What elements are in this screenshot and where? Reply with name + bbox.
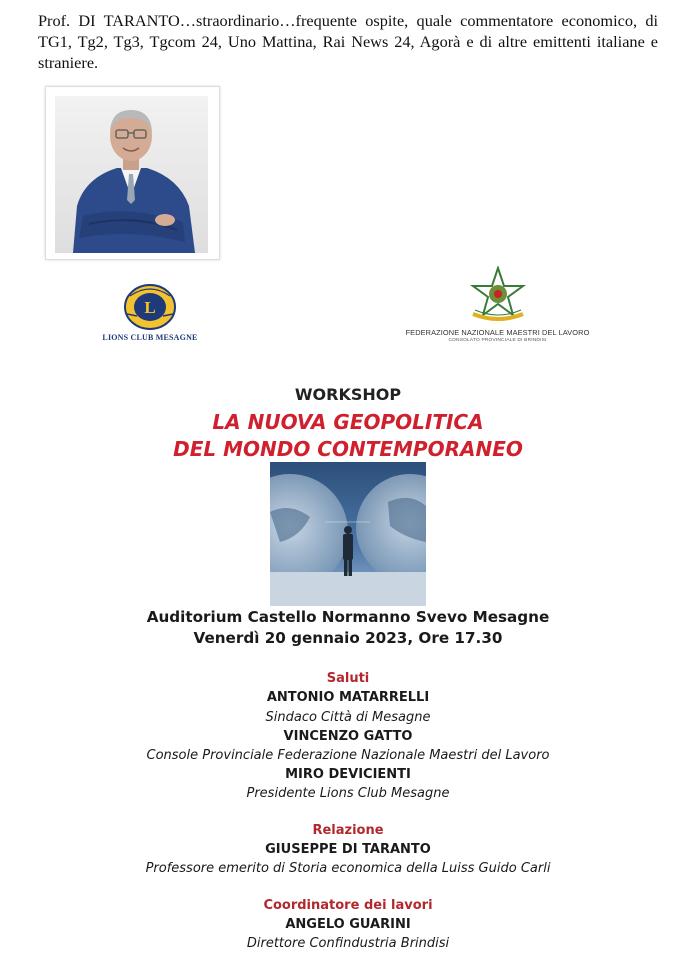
event-title-line2: DEL MONDO CONTEMPORANEO (173, 437, 523, 461)
speaker-name: VINCENZO GATTO (283, 729, 413, 744)
intro-paragraph: Prof. DI TARANTO…straordinario…frequente ospite, quale commentatore economico, di TG1, Tg2, Tg3, Tgcom 24, Uno Mattina, Rai News 24, Agorà e di altre emittenti italiane e straniere. (38, 11, 658, 72)
speaker-role: Sindaco Città di Mesagne (265, 710, 431, 725)
federation-sublabel: CONSOLATO PROVINCIALE DI BRINDISI (448, 338, 547, 343)
talk-speaker-name: GIUSEPPE DI TARANTO (265, 842, 431, 857)
globe-illustration (270, 462, 426, 606)
speaker-role: Presidente Lions Club Mesagne (246, 786, 450, 801)
event-title-line1: LA NUOVA GEOPOLITICA (212, 410, 484, 434)
federation-label: FEDERAZIONE NAZIONALE MAESTRI DEL LAVORO (405, 328, 590, 337)
talk-heading: Relazione (312, 823, 384, 838)
lions-emblem-icon (123, 282, 177, 332)
federation-star-emblem-icon (463, 266, 533, 326)
event-date: Venerdì 20 gennaio 2023, Ore 17.30 (193, 629, 503, 647)
lions-logo (100, 282, 200, 336)
speaker-name: ANTONIO MATARRELLI (266, 690, 430, 705)
greetings-heading: Saluti (326, 671, 370, 686)
lions-club-label: LIONS CLUB MESAGNE (102, 333, 198, 342)
coordinator-role: Direttore Confindustria Brindisi (246, 936, 450, 951)
federation-logo (395, 266, 600, 330)
speaker-photo (45, 86, 220, 260)
coordinator-name: ANGELO GUARINI (285, 917, 411, 932)
workshop-label: WORKSHOP (294, 385, 402, 404)
talk-speaker-role: Professore emerito di Storia economica della Luiss Guido Carli (145, 861, 551, 876)
svg-text:L: L (144, 298, 156, 317)
speaker-name: MIRO DEVICIENTI (285, 767, 411, 782)
event-venue: Auditorium Castello Normanno Svevo Mesagne (146, 608, 550, 626)
coordinator-heading: Coordinatore dei lavori (263, 898, 433, 913)
speaker-role: Console Provinciale Federazione Nazionale Maestri del Lavoro (146, 748, 550, 763)
